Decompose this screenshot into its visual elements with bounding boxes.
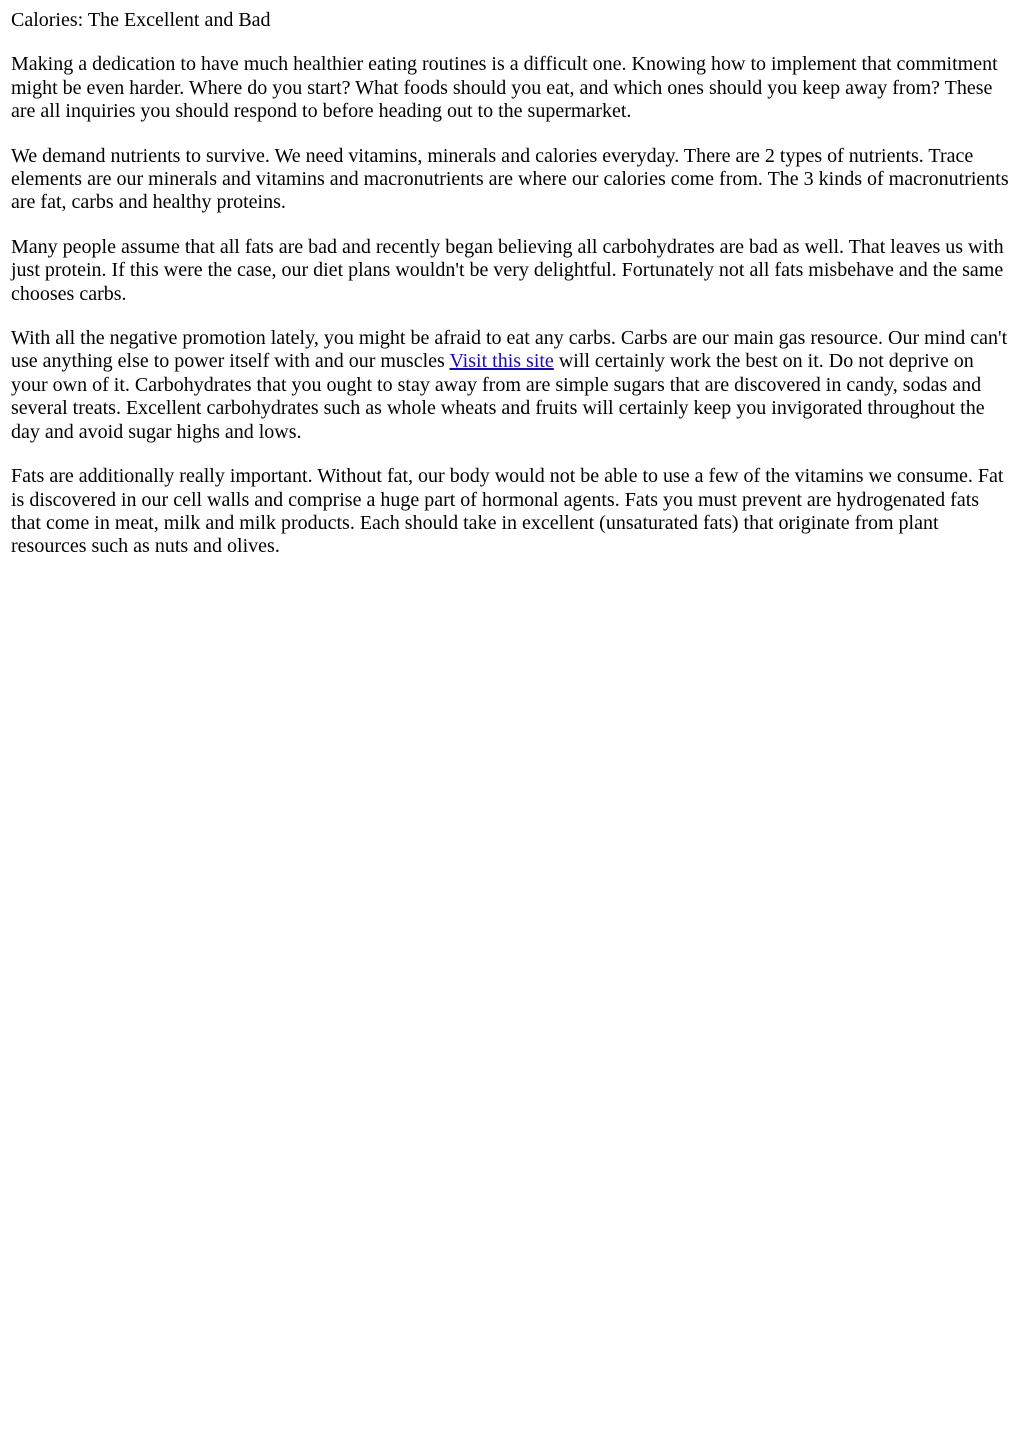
paragraph-1: Making a dedication to have much healthier eating routines is a difficult one. Knowing how to implement that commitment might be even harder. Where do you start? What foods should you eat, and which ones should you keep away from? These are all inquiries you should respond to before heading out to the supermarket. [11,53,998,123]
visit-site-link[interactable]: Visit this site [449,350,554,373]
paragraph-3: Many people assume that all fats are bad and recently began believing all carbohydrates are bad as well. That leaves us with just protein. If this were the case, our diet plans wouldn't be very delightful. Fortunately not all fats misbehave and the same chooses carbs. [11,235,1004,305]
paragraph-2: We demand nutrients to survive. We need vitamins, minerals and calories everyday. There are 2 types of nutrients. Trace elements are our minerals and vitamins and macronutrients are where our calories come from. The 3 kinds of macronutrients are fat, carbs and healthy proteins. [11,144,1009,214]
paragraph-4 [11,327,1013,444]
document-page [0,0,1024,559]
document-title: Calories: The Excellent and Bad [11,9,271,31]
paragraph-4-text-after-link: will certainly work the best on it. Do not deprive on your own of it. Carbohydrates that you ought to stay away from are simple sugars that are discovered in candy, sodas and several treats. Excellent carbohydrates such as whole wheats and fruits will certainly keep you invigorated throughout the day and avoid sugar highs and lows. [11,350,985,443]
paragraph-4-text-before-link: With all the negative promotion lately, you might be afraid to eat any carbs. Carbs are our main gas resource. Our mind can't use anything else to power itself with and our muscles [11,327,1008,373]
paragraph-5: Fats are additionally really important. Without fat, our body would not be able to use a few of the vitamins we consume. Fat is discovered in our cell walls and comprise a huge part of hormonal agents. Fats you must prevent are hydrogenated fats that come in meat, milk and milk products. Each should take in excellent (unsaturated fats) that originate from plant resources such as nuts and olives. [11,465,1004,558]
